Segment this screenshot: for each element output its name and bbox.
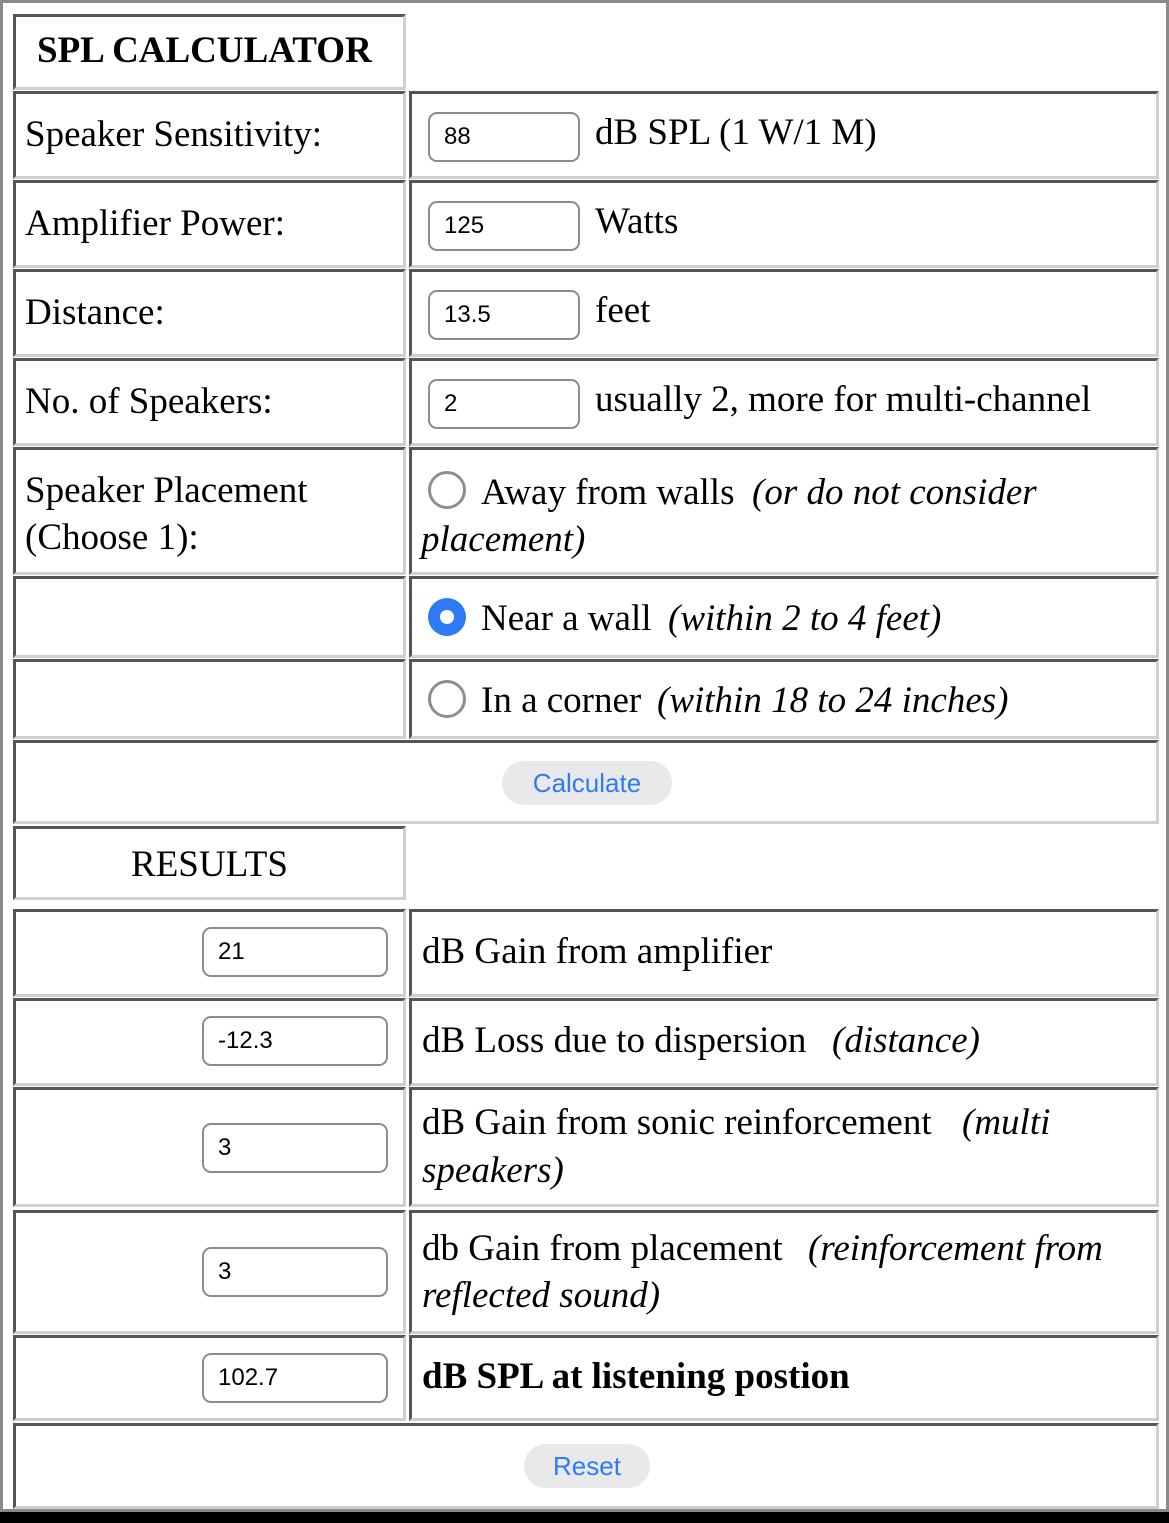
speakers-value-cell — [409, 358, 1159, 446]
result-value-cell-reinforcement — [13, 1087, 406, 1207]
result-text-cell-placement — [409, 1210, 1159, 1334]
dispersion-text: dB Loss due to dispersion — [422, 1020, 807, 1061]
placement-gain-text: db Gain from placement — [422, 1228, 783, 1269]
calculate-button[interactable]: Calculate — [502, 761, 672, 805]
power-label: Amplifier Power: — [25, 203, 285, 244]
dispersion-loss-output[interactable]: -12.3 — [202, 1016, 388, 1066]
result-text-cell-total-spl — [409, 1335, 1159, 1421]
sensitivity-unit: dB SPL (1 W/1 M) — [595, 112, 877, 153]
speakers-input[interactable]: 2 — [428, 379, 580, 429]
results-heading: RESULTS — [131, 844, 288, 885]
reset-button[interactable]: Reset — [524, 1444, 650, 1488]
sensitivity-input[interactable]: 88 — [428, 112, 580, 162]
distance-label: Distance: — [25, 292, 165, 333]
near-wall-note: (within 2 to 4 feet) — [668, 598, 942, 639]
placement-blank-cell-2 — [13, 659, 406, 739]
placement-label-cell — [13, 447, 406, 575]
reset-cell — [13, 1423, 1159, 1509]
placement-corner-cell[interactable] — [409, 659, 1159, 739]
sensitivity-value-cell — [409, 91, 1159, 179]
radio-away-from-walls[interactable] — [428, 471, 466, 509]
speakers-label-cell — [13, 358, 406, 446]
dispersion-note: (distance) — [832, 1020, 980, 1061]
reinforcement-text: dB Gain from sonic reinforcement — [422, 1102, 932, 1143]
distance-label-cell — [13, 269, 406, 357]
placement-gain-note: (reinforcement from — [808, 1228, 1103, 1269]
reinforcement-note-cont: speakers) — [422, 1150, 564, 1191]
distance-value-cell — [409, 269, 1159, 357]
placement-blank-cell-1 — [13, 576, 406, 658]
result-value-cell-amp-gain — [13, 909, 406, 997]
reinforcement-gain-output[interactable]: 3 — [202, 1123, 388, 1173]
placement-away-cell[interactable] — [409, 447, 1159, 575]
result-value-cell-total-spl — [13, 1335, 406, 1421]
result-text-cell-reinforcement — [409, 1087, 1159, 1207]
power-label-cell — [13, 180, 406, 268]
total-spl-text: dB SPL at listening postion — [422, 1356, 850, 1397]
amp-gain-output[interactable]: 21 — [202, 927, 388, 977]
placement-near-wall-cell[interactable] — [409, 576, 1159, 658]
page-title: SPL CALCULATOR — [37, 30, 372, 71]
radio-corner[interactable] — [428, 680, 466, 718]
total-spl-output[interactable]: 102.7 — [202, 1353, 388, 1403]
power-value-cell — [409, 180, 1159, 268]
away-note-cont: placement) — [421, 519, 586, 560]
placement-label-line1: Speaker Placement — [25, 470, 308, 511]
bottom-edge — [0, 1512, 1169, 1523]
amp-gain-text: dB Gain from amplifier — [422, 931, 773, 972]
away-note: (or do not consider — [752, 472, 1037, 513]
radio-near-wall[interactable] — [428, 598, 466, 636]
power-input[interactable]: 125 — [428, 201, 580, 251]
near-wall-text: Near a wall — [481, 598, 652, 639]
placement-gain-note-cont: reflected sound) — [422, 1275, 661, 1316]
sensitivity-label: Speaker Sensitivity: — [25, 114, 322, 155]
speakers-label: No. of Speakers: — [25, 381, 273, 422]
calculate-cell — [13, 740, 1159, 824]
reinforcement-note: (multi — [962, 1102, 1051, 1143]
result-text-cell-amp-gain — [409, 909, 1159, 997]
speakers-unit: usually 2, more for multi-channel — [595, 379, 1092, 420]
sensitivity-label-cell — [13, 91, 406, 179]
title-cell — [13, 14, 406, 90]
corner-text: In a corner — [481, 680, 642, 721]
power-unit: Watts — [595, 201, 679, 242]
distance-unit: feet — [595, 290, 651, 331]
result-value-cell-dispersion — [13, 998, 406, 1086]
placement-gain-output[interactable]: 3 — [202, 1247, 388, 1297]
results-heading-cell — [13, 826, 406, 900]
away-text: Away from walls — [481, 472, 735, 513]
corner-note: (within 18 to 24 inches) — [657, 680, 1009, 721]
result-text-cell-dispersion — [409, 998, 1159, 1086]
result-value-cell-placement — [13, 1210, 406, 1334]
placement-label-line2: (Choose 1): — [25, 517, 199, 558]
distance-input[interactable]: 13.5 — [428, 290, 580, 340]
